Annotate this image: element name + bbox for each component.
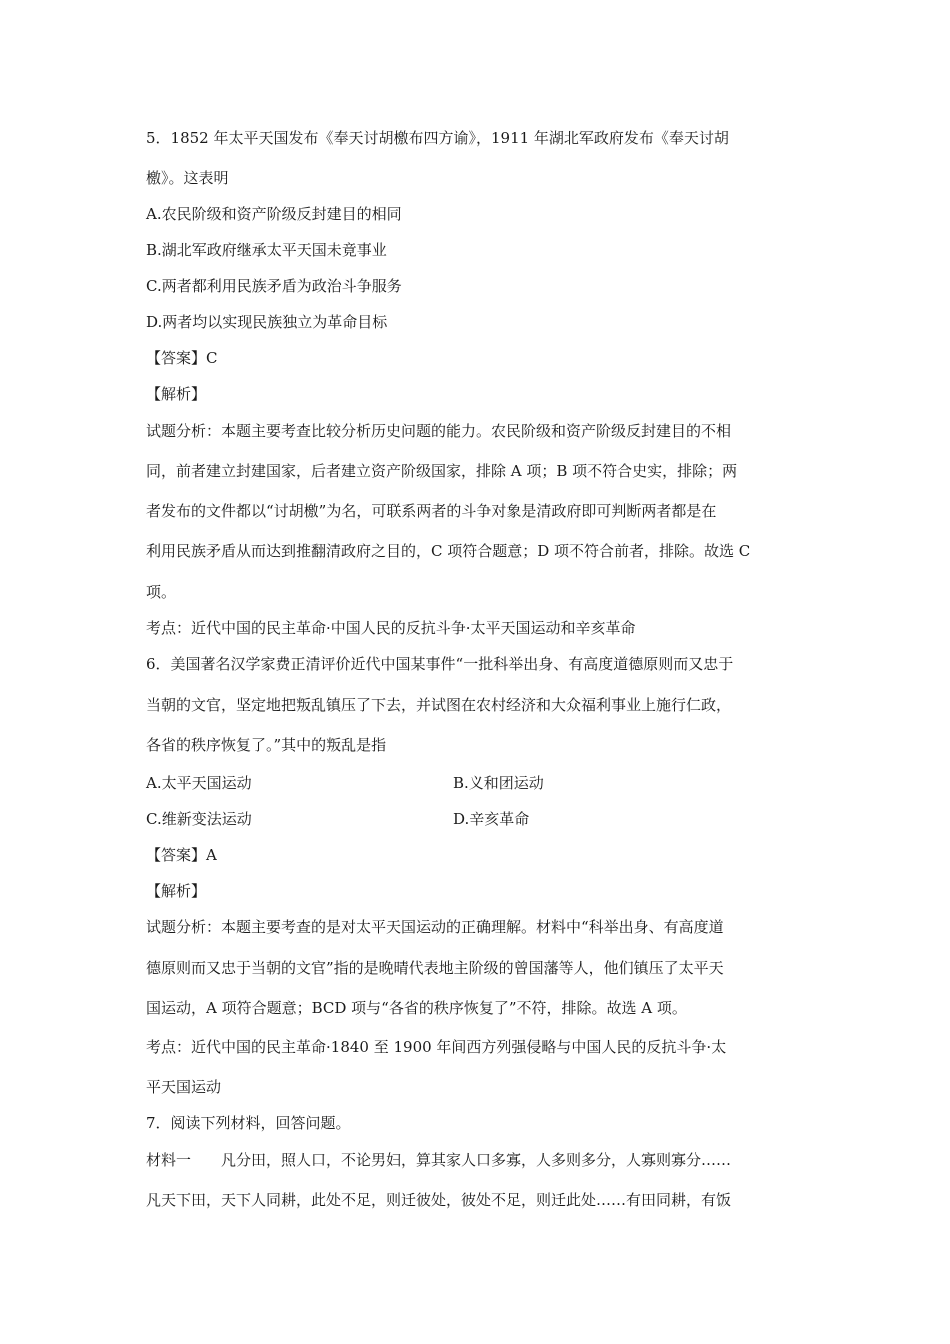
- q5-stem-line-1: 5．1852 年太平天国发布《奉天讨胡檄布四方谕》，1911 年湖北军政府发布《奉天讨胡: [146, 129, 729, 147]
- q6-analysis-line-3: 国运动，A 项符合题意；BCD 项与“各省的秩序恢复了”不符，排除。故选 A 项。: [146, 999, 687, 1017]
- q5-analysis-line-2: 同，前者建立封建国家，后者建立资产阶级国家，排除 A 项；B 项不符合史实，排除；两: [146, 462, 738, 480]
- q7-material-line-2: 凡天下田，天下人同耕，此处不足，则迁彼处，彼处不足，则迁此处……有田同耕，有饭: [146, 1191, 732, 1209]
- q5-analysis-line-1: 试题分析：本题主要考查比较分析历史问题的能力。农民阶级和资产阶级反封建目的不相: [146, 422, 732, 440]
- q6-option-a: A.太平天国运动: [146, 774, 252, 792]
- q6-point-line-1: 考点：近代中国的民主革命·1840 至 1900 年间西方列强侵略与中国人民的反抗斗争·太: [146, 1038, 727, 1056]
- q5-analysis-line-3: 者发布的文件都以“讨胡檄”为名，可联系两者的斗争对象是清政府即可判断两者都是在: [146, 502, 717, 520]
- q6-answer: 【答案】A: [146, 846, 217, 864]
- q6-analysis-line-2: 德原则而又忠于当朝的文官”指的是晚晴代表地主阶级的曾国藩等人，他们镇压了太平天: [146, 959, 724, 977]
- q5-analysis-line-4: 利用民族矛盾从而达到推翻清政府之目的，C 项符合题意；D 项不符合前者，排除。故选 C: [146, 542, 751, 560]
- q6-option-c: C.维新变法运动: [146, 810, 252, 828]
- q5-stem-line-2: 檄》。这表明: [146, 169, 229, 187]
- q6-option-b: B.义和团运动: [453, 774, 544, 792]
- q5-analysis-line-5: 项。: [146, 583, 177, 601]
- q7-material-line-1: 材料一 凡分田，照人口，不论男妇，算其家人口多寡，人多则多分，人寡则寡分……: [146, 1151, 732, 1169]
- q5-answer: 【答案】C: [146, 349, 218, 367]
- q5-option-c: C.两者都利用民族矛盾为政治斗争服务: [146, 277, 402, 295]
- q6-analysis-line-1: 试题分析：本题主要考查的是对太平天国运动的正确理解。材料中“科举出身、有高度道: [146, 918, 724, 936]
- q5-option-a: A.农民阶级和资产阶级反封建目的相同: [146, 205, 402, 223]
- q5-option-b: B.湖北军政府继承太平天国未竟事业: [146, 241, 387, 259]
- q6-stem-line-1: 6．美国著名汉学家费正清评价近代中国某事件“一批科举出身、有高度道德原则而又忠于: [146, 655, 734, 673]
- q6-stem-line-2: 当朝的文官，坚定地把叛乱镇压了下去，并试图在农村经济和大众福利事业上施行仁政，: [146, 696, 732, 714]
- q5-point: 考点：近代中国的民主革命·中国人民的反抗斗争·太平天国运动和辛亥革命: [146, 619, 636, 637]
- q6-stem-line-3: 各省的秩序恢复了。”其中的叛乱是指: [146, 736, 387, 754]
- q6-analysis-label: 【解析】: [146, 882, 207, 900]
- q5-analysis-label: 【解析】: [146, 385, 207, 403]
- q5-option-d: D.两者均以实现民族独立为革命目标: [146, 313, 388, 331]
- q7-stem: 7．阅读下列材料，回答问题。: [146, 1114, 351, 1132]
- q6-point-line-2: 平天国运动: [146, 1078, 222, 1096]
- q6-option-d: D.辛亥革命: [453, 810, 530, 828]
